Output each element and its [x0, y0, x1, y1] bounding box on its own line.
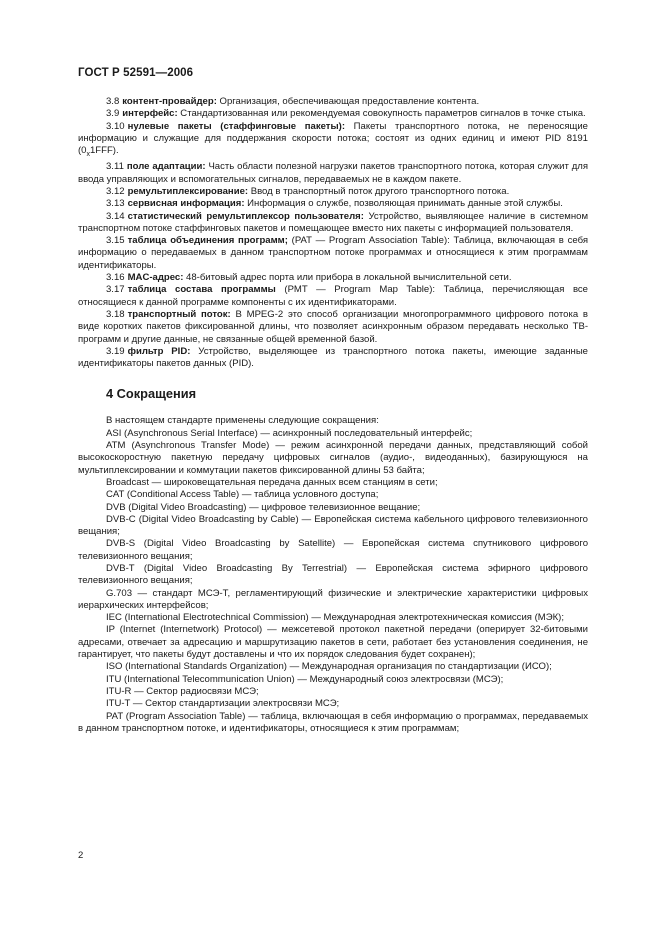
definition-number: 3.16 [106, 272, 125, 284]
definition-item [78, 108, 588, 120]
abbreviation-item: IEC (International Electrotechnical Commission) — Международная электротехническая комиссия (МЭК); [106, 612, 564, 624]
definition-term: фильтр PID: [127, 345, 191, 357]
definition-item [78, 272, 588, 284]
page-content [78, 96, 588, 735]
abbreviation-item: ATM (Asynchronous Transfer Mode) — режим асинхронной передачи данных, представляющий собой высокоскоростную пакетную передачу цифровых сигналов (аудио-, видеоданных), базирующуюся на мультиплексировании и коммутации пакетов фиксированной длины 53 байта; [78, 440, 588, 476]
definition-number: 3.14 [106, 210, 125, 222]
definition-term: статистический ремультиплексор пользователя: [127, 210, 364, 222]
definition-number: 3.11 [106, 161, 124, 173]
definition-item [78, 235, 588, 272]
definition-term: ремультиплексирование: [127, 185, 249, 197]
definition-term: интерфейс: [122, 108, 178, 120]
abbreviation-item: ISO (International Standards Organization) — Международная организация по стандартизации (ИСО); [106, 661, 552, 673]
page-number: 2 [78, 850, 84, 861]
definition-term: таблица состава программы [127, 284, 276, 296]
definition-text-cont: 1FFF). [90, 145, 119, 157]
definition-term: нулевые пакеты (стаффинговые пакеты): [127, 120, 345, 132]
definition-number: 3.8 [106, 96, 120, 107]
definition-term: сервисная информация: [127, 198, 245, 210]
definition-text: Устройство, выявляющее наличие в системном транспортном потоке стаффинговых пакетов и помещающее вместо них пакеты с информацией пользователя. [78, 210, 589, 234]
definition-number: 3.19 [106, 345, 125, 357]
definition-item [78, 346, 588, 371]
definition-term: контент-провайдер: [122, 96, 217, 107]
definition-item [78, 284, 588, 309]
definition-text: Устройство, выделяющее из транспортного потока пакеты, имеющие заданные идентификаторы пакетов данных (PID). [78, 345, 588, 370]
definition-term: MAC-адрес: [127, 272, 184, 284]
abbreviation-item: CAT (Conditional Access Table) — таблица условного доступа; [106, 489, 379, 501]
definition-item [78, 211, 588, 236]
abbreviation-item: DVB-C (Digital Video Broadcasting by Cable) — Европейская система кабельного цифрового телевизионного вещания; [78, 513, 588, 538]
definition-text: Стандартизованная или рекомендуемая совокупность параметров сигналов в точке стыка. [177, 108, 586, 120]
abbreviation-item: G.703 — стандарт МСЭ-Т, регламентирующий физические и электрические характеристики цифровых иерархических интерфейсов; [78, 587, 588, 611]
definition-text: Пакеты транспортного потока, не переносящие информацию и служащие для поддержания скорости потока; состоят из одних единиц и имеют PID 8191 (0 [78, 120, 588, 157]
definition-text: Часть области полезной нагрузки пакетов транспортного потока, которая служит для ввода управляющих и вспомогательных сигналов, передаваемых не в каждом пакете. [78, 161, 588, 185]
definition-text: Ввод в транспортный поток другого транспортного потока. [248, 185, 510, 197]
definitions-list [78, 96, 588, 370]
definition-number: 3.13 [106, 198, 125, 210]
abbreviation-item: DVB-T (Digital Video Broadcasting By Terrestrial) — Европейская система эфирного цифрового телевизионного вещания; [78, 563, 588, 587]
definition-term: поле адаптации: [126, 161, 206, 173]
definition-term: транспортный поток: [127, 308, 231, 320]
abbreviations-list [78, 428, 588, 735]
definition-subscript: x [86, 151, 90, 159]
definition-item [78, 309, 588, 346]
abbreviation-item: ASI (Asynchronous Serial Interface) — асинхронный последовательный интерфейс; [106, 427, 473, 439]
definition-item [78, 121, 588, 162]
section-title: 4 Сокращения [106, 386, 197, 402]
definition-number: 3.18 [106, 308, 125, 320]
document-header: ГОСТ Р 52591—2006 [78, 67, 194, 79]
definition-number: 3.15 [106, 235, 125, 247]
definition-number: 3.12 [106, 185, 125, 197]
definition-number: 3.10 [106, 120, 125, 132]
abbreviation-item: ITU (International Telecommunication Union) — Международный союз электросвязи (МСЭ); [106, 673, 504, 685]
definition-text: Информация о службе, позволяющая принимать данные этой службы. [244, 198, 563, 210]
section-intro: В настоящем стандарте применены следующие сокращения: [106, 415, 379, 427]
definition-text: (PMT — Program Map Table): Таблица, перечисляющая все относящиеся к данной программе компоненты с их идентификаторами. [78, 284, 588, 308]
definition-number: 3.17 [106, 284, 125, 296]
abbreviation-item: ITU-T — Сектор стандартизации электросвязи МСЭ; [106, 698, 340, 710]
abbreviation-item: PAT (Program Association Table) — таблица, включающая в себя информацию о программах, передаваемых в данном транспортном потоке, и идентификаторы, относящиеся к этим программам; [78, 710, 588, 734]
definition-item [78, 198, 588, 210]
abbreviation-item: Broadcast — широковещательная передача данных всем станциям в сети; [106, 476, 438, 488]
definition-item [78, 96, 588, 108]
definition-text: Организация, обеспечивающая предоставление контента. [216, 96, 480, 107]
abbreviation-item: ITU-R — Сектор радиосвязи МСЭ; [106, 685, 259, 697]
definition-item [78, 161, 588, 186]
definition-item [78, 186, 588, 198]
definition-text: 48-битовый адрес порта или прибора в локальной вычислительной сети. [183, 272, 512, 284]
definition-text: В MPEG-2 это способ организации многопрограммного цифрового потока в виде коротких пакетов фиксированной длины, что позволяет асинхронным образом передавать несколько ТВ-программ и другие данные, не связанные общей временной базой. [78, 308, 588, 345]
abbreviation-item: DVB-S (Digital Video Broadcasting by Satellite) — Европейская система спутникового цифрового телевизионного вещания; [78, 538, 588, 562]
abbreviation-item: IP (Internet (Internetwork) Protocol) — межсетевой протокол пакетной передачи (оперирует 32-битовыми адресами, отвечает за адресацию и маршрутизацию пакетов в сети, работает без установления соединения, не гарантирует, что пакеты будут доставлены и что их порядок следования будет сохранен); [78, 624, 588, 661]
abbreviation-item: DVB (Digital Video Broadcasting) — цифровое телевизионное вещание; [106, 501, 421, 513]
definition-term: таблица объединения программ; [127, 235, 288, 247]
definition-text: (PAT — Program Association Table): Таблица, включающая в себя информацию о передаваемых в данном транспортном потоке программах и относящиеся к этим программам идентификаторы. [78, 235, 589, 271]
definition-number: 3.9 [106, 108, 120, 120]
